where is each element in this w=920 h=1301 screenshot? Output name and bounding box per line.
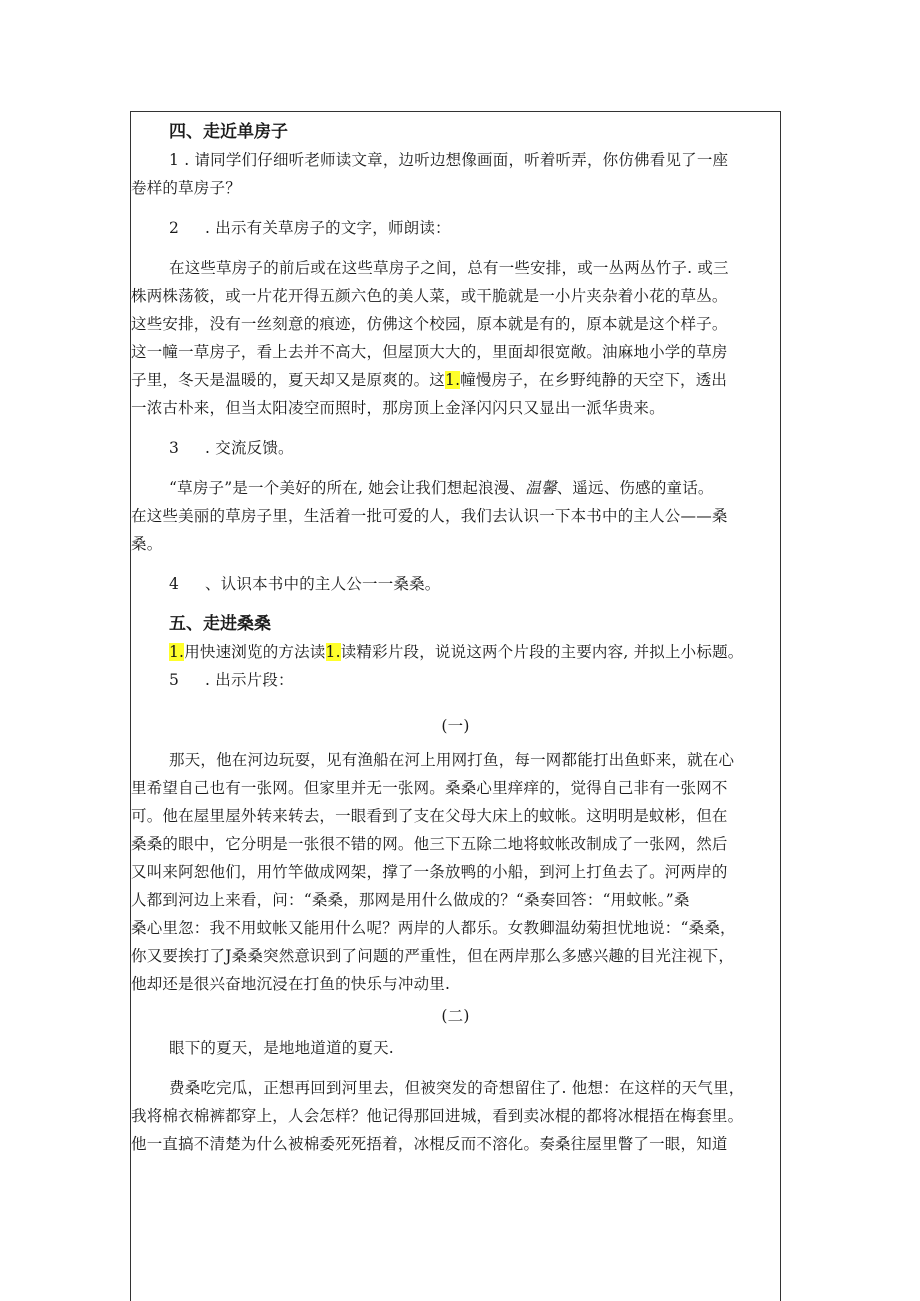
quote-line-5 <box>131 366 768 394</box>
quote-line-3: 这些安排，没有一丝刻意的痕迹，仿佛这个校园，原本就是有的，原本就是这个样子。 <box>131 315 728 333</box>
feedback-line-1 <box>169 474 768 502</box>
quote-line-2: 株两株荡筱，或一片花开得五颜六色的美人菜，或干脆就是一小片夹杂着小花的草丛。 <box>131 287 728 305</box>
excerpt-1-line-4: 桑桑的眼中，它分明是一张很不错的网。他三下五除二地将蚊帐改制成了一张网，然后 <box>131 835 728 853</box>
excerpt-2-line-2: 我将棉衣棉裤都穿上，人会怎样？他记得那回进城，看到卖冰棍的都将冰棍捂在梅套里。 <box>131 1107 744 1125</box>
item-text: . 交流反馈。 <box>205 439 294 457</box>
sec4-item1-line2: 卷样的草房子？ <box>131 179 241 197</box>
highlight-mark: 1. <box>169 643 185 661</box>
item-text: . 出示有关草房子的文字，师朗读： <box>205 219 451 237</box>
sec4-item2 <box>169 214 768 242</box>
excerpt-1-line-6: 人都到河边上来看，问：“桑桑，那网是用什么做成的？“桑奏回答：“用蚊帐。”桑 <box>131 891 690 909</box>
quote-text: 幢慢房子，在乡野纯静的天空下，透出 <box>460 371 728 389</box>
document-frame <box>130 111 781 1301</box>
quote-line-6: 一浓古朴来，但当太阳凌空而照时，那房顶上金泽闪闪只又显出一派华贵来。 <box>131 399 665 417</box>
excerpt-1-line-9: 他却还是很兴奋地沉浸在打鱼的快乐与冲动里. <box>131 975 451 993</box>
quote-text: 子里，冬天是温暖的，夏天却又是原爽的。这 <box>131 371 446 389</box>
sec4-item4 <box>169 570 768 598</box>
sec4-item1-line1: 1 . 请同学们仔细听老师读文章，边听边想像画面，听着听弄，你仿佛看见了一座 <box>169 151 729 169</box>
item-number: 5 <box>169 671 180 689</box>
item-text: . 出示片段： <box>205 671 294 689</box>
excerpt-2-label: (二) <box>441 1007 470 1025</box>
excerpt-2-line-3: 他一直搞不清楚为什么被棉委死死捂着，冰棍反而不溶化。奏桑往屋里瞥了一眼，知道 <box>131 1135 728 1153</box>
sec5-item5 <box>169 666 768 694</box>
item-number: 3 <box>169 439 180 457</box>
excerpt-1-line-5: 又叫来阿恕他们，用竹竿做成网架，撑了一条放鸭的小船，到河上打鱼去了。河两岸的 <box>131 863 728 881</box>
excerpt-1-label: (一) <box>441 717 470 735</box>
feedback-line-2: 在这些美丽的草房子里，生活着一批可爱的人，我们去认识一下本书中的主人公——桑 <box>131 507 728 525</box>
excerpt-1-line-1: 那天，他在河边玩耍，见有渔船在河上用网打鱼，每一网都能打出鱼虾来，就在心 <box>169 751 735 769</box>
item-number: 4 <box>169 575 180 593</box>
excerpt-2-intro: 眼下的夏天，是地地道道的夏天. <box>169 1039 394 1057</box>
feedback-text: “草房子”是一个美好的所在, 她会让我们想起浪漫、 <box>169 479 526 497</box>
section-4-heading: 四、走近单房子 <box>169 122 288 142</box>
item-text: 用快速浏览的方法读 <box>184 643 326 661</box>
excerpt-1-line-8: 你又要挨打了J桑桑突然意识到了问题的严重性，但在两岸那么多感兴趣的目光注视下， <box>131 947 735 965</box>
excerpt-1-line-7: 桑心里忽：我不用蚊帐又能用什么呢？两岸的人都乐。女教卿温幼菊担忧地说：“桑桑， <box>131 919 736 937</box>
feedback-line-3: 桑。 <box>131 535 163 553</box>
item-text: 、认识本书中的主人公一一桑桑。 <box>205 575 441 593</box>
item-text: 读精彩片段，说说这两个片段的主要内容, 并拟上小标题。 <box>340 643 744 661</box>
quote-line-4: 这一幢一草房子，看上去并不高大，但屋顶大大的，里面却很宽敞。油麻地小学的草房 <box>131 343 728 361</box>
highlight-mark: 1. <box>325 643 341 661</box>
highlight-mark: 1. <box>445 371 461 389</box>
sec4-item3 <box>169 434 768 462</box>
quote-line-1: 在这些草房子的前后或在这些草房子之间，总有一些安排，或一丛两丛竹子. 或三 <box>169 259 729 277</box>
section-5-heading: 五、走进桑桑 <box>169 614 271 634</box>
excerpt-1-line-3: 可。他在屋里屋外转来转去，一眼看到了支在父母大床上的蚊帐。这明明是蚊彬，但在 <box>131 807 728 825</box>
feedback-text: 、遥远、伤感的童话。 <box>556 479 714 497</box>
excerpt-1-line-2: 里希望自己也有一张网。但家里并无一张网。桑桑心里痒痒的，觉得自己非有一张网不 <box>131 779 728 797</box>
sec5-item1 <box>169 638 768 666</box>
excerpt-2-line-1: 费桑吃完瓜，正想再回到河里去，但被突发的奇想留住了. 他想：在这样的天气里， <box>169 1079 745 1097</box>
item-number: 2 <box>169 219 180 237</box>
feedback-emphasis: 温馨 <box>525 479 557 497</box>
